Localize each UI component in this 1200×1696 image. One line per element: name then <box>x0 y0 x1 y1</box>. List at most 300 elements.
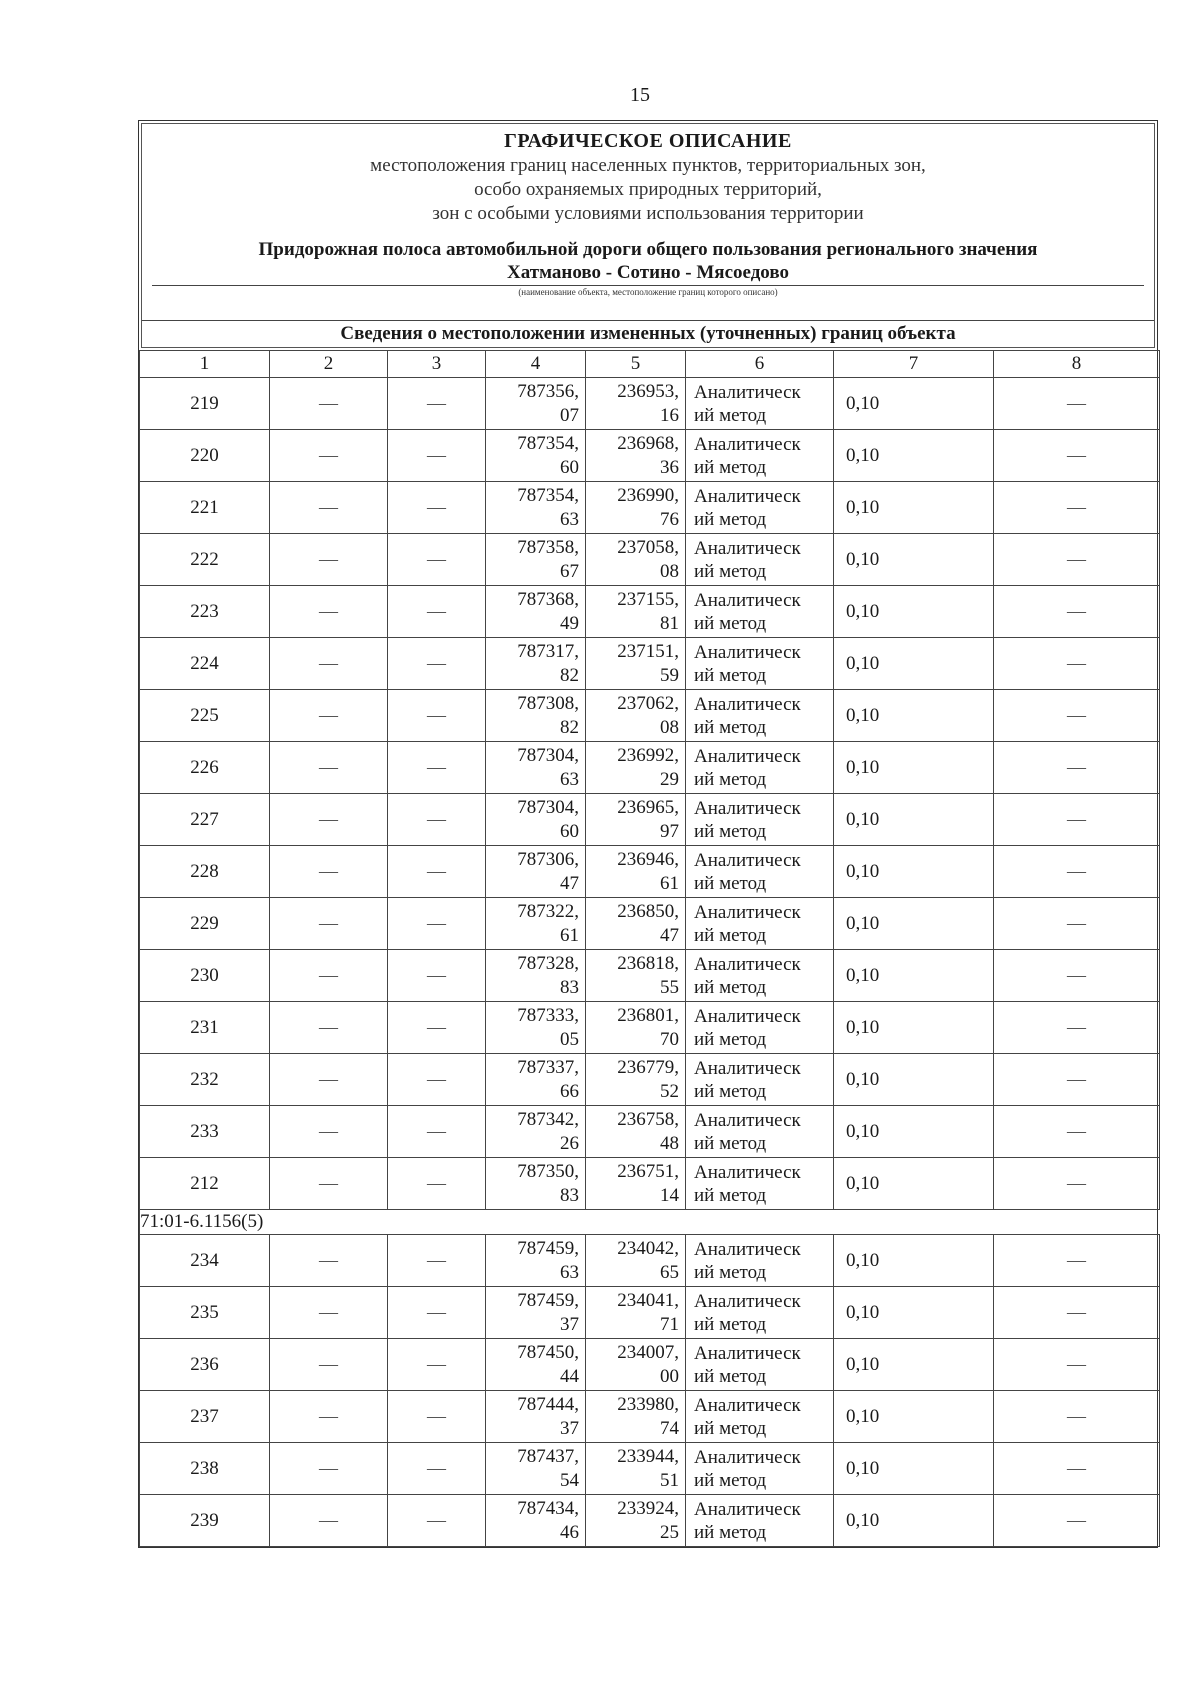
point-number: 223 <box>140 586 270 638</box>
empty-dash: — <box>270 742 388 794</box>
coordinate-x-fraction: 66 <box>560 1080 579 1102</box>
coordinate-x-fraction: 07 <box>560 404 579 426</box>
coordinate-y-integer: 234041, <box>617 1289 679 1311</box>
coordinate-y-integer: 234042, <box>617 1237 679 1259</box>
method-line-1: Аналитическ <box>694 1290 801 1312</box>
coordinate-y-fraction: 74 <box>660 1417 679 1439</box>
empty-dash: — <box>270 1235 388 1287</box>
empty-dash: — <box>994 1391 1160 1443</box>
coordinate-y-fraction: 76 <box>660 508 679 530</box>
coordinate-x <box>486 1106 586 1158</box>
coordinate-y-fraction: 70 <box>660 1028 679 1050</box>
method-line-2: ий метод <box>694 1261 767 1283</box>
coordinate-y-fraction: 36 <box>660 456 679 478</box>
coordinate-y <box>586 690 686 742</box>
empty-dash: — <box>994 482 1160 534</box>
coordinate-x-fraction: 60 <box>560 456 579 478</box>
method-line-2: ий метод <box>694 1080 767 1102</box>
method-line-2: ий метод <box>694 872 767 894</box>
coordinate-x-integer: 787308, <box>517 692 579 714</box>
empty-dash: — <box>994 378 1160 430</box>
determination-method <box>686 1235 834 1287</box>
section-title: Сведения о местоположении измененных (уточненных) границ объекта <box>142 320 1154 347</box>
empty-dash: — <box>994 430 1160 482</box>
coordinate-y-fraction: 16 <box>660 404 679 426</box>
method-line-1: Аналитическ <box>694 797 801 819</box>
coordinate-x <box>486 898 586 950</box>
coordinate-x <box>486 1339 586 1391</box>
precision-value: 0,10 <box>834 898 994 950</box>
table-row <box>140 846 1160 898</box>
coordinate-x-fraction: 54 <box>560 1469 579 1491</box>
coordinate-y-integer: 233980, <box>617 1393 679 1415</box>
coordinate-y-integer: 233924, <box>617 1497 679 1519</box>
coordinate-x-fraction: 63 <box>560 768 579 790</box>
subtitle-line-3: зон с особыми условиями использования территории <box>432 203 864 224</box>
determination-method <box>686 430 834 482</box>
determination-method <box>686 950 834 1002</box>
coordinate-y <box>586 1054 686 1106</box>
empty-dash: — <box>994 638 1160 690</box>
coordinate-y-integer: 236968, <box>617 432 679 454</box>
coordinate-x-integer: 787306, <box>517 848 579 870</box>
empty-dash: — <box>270 1339 388 1391</box>
empty-dash: — <box>994 846 1160 898</box>
precision-value: 0,10 <box>834 1443 994 1495</box>
point-number: 238 <box>140 1443 270 1495</box>
determination-method <box>686 794 834 846</box>
point-number: 221 <box>140 482 270 534</box>
precision-value: 0,10 <box>834 534 994 586</box>
coordinate-x-fraction: 60 <box>560 820 579 842</box>
empty-dash: — <box>270 794 388 846</box>
point-number: 222 <box>140 534 270 586</box>
coordinate-x <box>486 1287 586 1339</box>
precision-value: 0,10 <box>834 1002 994 1054</box>
method-line-1: Аналитическ <box>694 953 801 975</box>
method-line-2: ий метод <box>694 820 767 842</box>
coordinate-y-fraction: 47 <box>660 924 679 946</box>
empty-dash: — <box>994 950 1160 1002</box>
coordinate-y <box>586 378 686 430</box>
method-line-1: Аналитическ <box>694 381 801 403</box>
coordinate-y-fraction: 52 <box>660 1080 679 1102</box>
boundary-points-table <box>139 350 1160 1547</box>
method-line-2: ий метод <box>694 1521 767 1543</box>
coordinate-x <box>486 1391 586 1443</box>
method-line-2: ий метод <box>694 456 767 478</box>
empty-dash: — <box>270 1391 388 1443</box>
coordinate-x-fraction: 67 <box>560 560 579 582</box>
empty-dash: — <box>994 534 1160 586</box>
point-number: 230 <box>140 950 270 1002</box>
precision-value: 0,10 <box>834 586 994 638</box>
empty-dash: — <box>388 1106 486 1158</box>
point-number: 237 <box>140 1391 270 1443</box>
determination-method <box>686 1106 834 1158</box>
determination-method <box>686 1443 834 1495</box>
empty-dash: — <box>388 898 486 950</box>
coordinate-x-integer: 787437, <box>517 1445 579 1467</box>
table-row <box>140 690 1160 742</box>
coordinate-x-fraction: 82 <box>560 716 579 738</box>
empty-dash: — <box>270 430 388 482</box>
empty-dash: — <box>270 690 388 742</box>
document-title: ГРАФИЧЕСКОЕ ОПИСАНИЕ <box>504 130 792 152</box>
determination-method <box>686 1054 834 1106</box>
table-row <box>140 1054 1160 1106</box>
empty-dash: — <box>270 586 388 638</box>
coordinate-y <box>586 1443 686 1495</box>
point-number: 235 <box>140 1287 270 1339</box>
empty-dash: — <box>388 1158 486 1210</box>
coordinate-x <box>486 430 586 482</box>
precision-value: 0,10 <box>834 638 994 690</box>
coordinate-x-integer: 787444, <box>517 1393 579 1415</box>
method-line-2: ий метод <box>694 560 767 582</box>
coordinate-x-fraction: 49 <box>560 612 579 634</box>
precision-value: 0,10 <box>834 1287 994 1339</box>
coordinate-y <box>586 1106 686 1158</box>
determination-method <box>686 1339 834 1391</box>
coordinate-y-integer: 237155, <box>617 588 679 610</box>
empty-dash: — <box>270 898 388 950</box>
coordinate-x-fraction: 47 <box>560 872 579 894</box>
table-header-row <box>140 351 1160 378</box>
document-header <box>142 124 1154 298</box>
coordinate-y-integer: 236758, <box>617 1108 679 1130</box>
empty-dash: — <box>388 846 486 898</box>
coordinate-y-integer: 237151, <box>617 640 679 662</box>
coordinate-y-integer: 237062, <box>617 692 679 714</box>
table-row <box>140 1235 1160 1287</box>
empty-dash: — <box>388 1287 486 1339</box>
column-header-1: 1 <box>140 351 270 378</box>
precision-value: 0,10 <box>834 742 994 794</box>
precision-value: 0,10 <box>834 430 994 482</box>
empty-dash: — <box>994 1443 1160 1495</box>
object-name-line-2: Хатманово - Сотино - Мясоедово <box>507 262 789 283</box>
column-header-7: 7 <box>834 351 994 378</box>
precision-value: 0,10 <box>834 378 994 430</box>
coordinate-y <box>586 898 686 950</box>
empty-dash: — <box>388 1235 486 1287</box>
empty-dash: — <box>994 690 1160 742</box>
coordinate-x-fraction: 46 <box>560 1521 579 1543</box>
empty-dash: — <box>388 1339 486 1391</box>
coordinate-y-fraction: 29 <box>660 768 679 790</box>
coordinate-y-integer: 236990, <box>617 484 679 506</box>
table-row <box>140 482 1160 534</box>
method-line-1: Аналитическ <box>694 1498 801 1520</box>
empty-dash: — <box>994 1339 1160 1391</box>
empty-dash: — <box>388 950 486 1002</box>
method-line-2: ий метод <box>694 1313 767 1335</box>
coordinate-x-fraction: 05 <box>560 1028 579 1050</box>
determination-method <box>686 846 834 898</box>
coordinate-y-fraction: 08 <box>660 716 679 738</box>
point-number: 224 <box>140 638 270 690</box>
coordinate-x-fraction: 83 <box>560 1184 579 1206</box>
method-line-1: Аналитическ <box>694 1005 801 1027</box>
empty-dash: — <box>270 534 388 586</box>
empty-dash: — <box>388 378 486 430</box>
method-line-1: Аналитическ <box>694 1161 801 1183</box>
empty-dash: — <box>994 1235 1160 1287</box>
precision-value: 0,10 <box>834 1158 994 1210</box>
coordinate-y-fraction: 71 <box>660 1313 679 1335</box>
empty-dash: — <box>270 1495 388 1547</box>
empty-dash: — <box>388 1002 486 1054</box>
empty-dash: — <box>388 1391 486 1443</box>
coordinate-y-fraction: 61 <box>660 872 679 894</box>
empty-dash: — <box>388 1443 486 1495</box>
coordinate-x-fraction: 37 <box>560 1313 579 1335</box>
determination-method <box>686 742 834 794</box>
coordinate-x-integer: 787354, <box>517 432 579 454</box>
determination-method <box>686 378 834 430</box>
coordinate-y-integer: 236801, <box>617 1004 679 1026</box>
empty-dash: — <box>270 846 388 898</box>
table-row <box>140 1158 1160 1210</box>
coordinate-x-fraction: 63 <box>560 508 579 530</box>
precision-value: 0,10 <box>834 1235 994 1287</box>
empty-dash: — <box>388 794 486 846</box>
method-line-1: Аналитическ <box>694 641 801 663</box>
point-number: 227 <box>140 794 270 846</box>
coordinate-x <box>486 586 586 638</box>
precision-value: 0,10 <box>834 1106 994 1158</box>
empty-dash: — <box>994 898 1160 950</box>
precision-value: 0,10 <box>834 690 994 742</box>
method-line-1: Аналитическ <box>694 849 801 871</box>
method-line-1: Аналитическ <box>694 485 801 507</box>
coordinate-y-fraction: 65 <box>660 1261 679 1283</box>
coordinate-x-integer: 787354, <box>517 484 579 506</box>
point-number: 236 <box>140 1339 270 1391</box>
coordinate-x-integer: 787342, <box>517 1108 579 1130</box>
empty-dash: — <box>388 690 486 742</box>
determination-method <box>686 1002 834 1054</box>
coordinate-y-fraction: 97 <box>660 820 679 842</box>
coordinate-x-integer: 787350, <box>517 1160 579 1182</box>
empty-dash: — <box>994 1002 1160 1054</box>
method-line-1: Аналитическ <box>694 1446 801 1468</box>
determination-method <box>686 1391 834 1443</box>
table-row <box>140 1495 1160 1547</box>
empty-dash: — <box>994 1287 1160 1339</box>
empty-dash: — <box>388 742 486 794</box>
method-line-1: Аналитическ <box>694 537 801 559</box>
point-number: 234 <box>140 1235 270 1287</box>
point-number: 239 <box>140 1495 270 1547</box>
coordinate-x <box>486 1235 586 1287</box>
table-row <box>140 430 1160 482</box>
coordinate-x-integer: 787450, <box>517 1341 579 1363</box>
coordinate-y-integer: 233944, <box>617 1445 679 1467</box>
coordinate-x-integer: 787358, <box>517 536 579 558</box>
group-row <box>140 1210 1160 1235</box>
coordinate-y-integer: 236946, <box>617 848 679 870</box>
object-name-caption: (наименование объекта, местоположение границ которого описано) <box>518 287 778 297</box>
coordinate-y-integer: 236965, <box>617 796 679 818</box>
coordinate-y-fraction: 08 <box>660 560 679 582</box>
method-line-2: ий метод <box>694 1365 767 1387</box>
coordinate-x <box>486 638 586 690</box>
coordinate-y-integer: 236779, <box>617 1056 679 1078</box>
table-body <box>140 378 1160 1547</box>
method-line-2: ий метод <box>694 1184 767 1206</box>
point-number: 225 <box>140 690 270 742</box>
coordinate-y-fraction: 81 <box>660 612 679 634</box>
coordinate-y <box>586 950 686 1002</box>
coordinate-y <box>586 1287 686 1339</box>
empty-dash: — <box>270 1158 388 1210</box>
coordinate-x-integer: 787304, <box>517 796 579 818</box>
object-name-line-1: Придорожная полоса автомобильной дороги общего пользования регионального значения <box>258 239 1038 260</box>
coordinate-x-fraction: 82 <box>560 664 579 686</box>
coordinate-x <box>486 534 586 586</box>
coordinate-y-integer: 234007, <box>617 1341 679 1363</box>
coordinate-x-fraction: 61 <box>560 924 579 946</box>
coordinate-x <box>486 1443 586 1495</box>
method-line-1: Аналитическ <box>694 1394 801 1416</box>
coordinate-y-integer: 236751, <box>617 1160 679 1182</box>
coordinate-y-integer: 237058, <box>617 536 679 558</box>
coordinate-x-integer: 787317, <box>517 640 579 662</box>
table-row <box>140 378 1160 430</box>
determination-method <box>686 534 834 586</box>
coordinate-x-integer: 787368, <box>517 588 579 610</box>
table-row <box>140 1106 1160 1158</box>
empty-dash: — <box>994 586 1160 638</box>
empty-dash: — <box>388 482 486 534</box>
method-line-1: Аналитическ <box>694 433 801 455</box>
precision-value: 0,10 <box>834 1054 994 1106</box>
coordinate-y-integer: 236850, <box>617 900 679 922</box>
method-line-2: ий метод <box>694 404 767 426</box>
coordinate-y <box>586 1339 686 1391</box>
method-line-2: ий метод <box>694 664 767 686</box>
method-line-1: Аналитическ <box>694 1342 801 1364</box>
coordinate-x-integer: 787333, <box>517 1004 579 1026</box>
method-line-2: ий метод <box>694 976 767 998</box>
precision-value: 0,10 <box>834 1339 994 1391</box>
method-line-1: Аналитическ <box>694 745 801 767</box>
coordinate-x <box>486 1054 586 1106</box>
table-row <box>140 1443 1160 1495</box>
coordinate-y <box>586 1002 686 1054</box>
point-number: 219 <box>140 378 270 430</box>
precision-value: 0,10 <box>834 1391 994 1443</box>
coordinate-x-integer: 787459, <box>517 1237 579 1259</box>
column-header-8: 8 <box>994 351 1160 378</box>
point-number: 220 <box>140 430 270 482</box>
determination-method <box>686 638 834 690</box>
coordinate-y-integer: 236992, <box>617 744 679 766</box>
coordinate-x-fraction: 26 <box>560 1132 579 1154</box>
coordinate-y <box>586 586 686 638</box>
empty-dash: — <box>388 1054 486 1106</box>
coordinate-y <box>586 742 686 794</box>
table-row <box>140 586 1160 638</box>
method-line-1: Аналитическ <box>694 589 801 611</box>
empty-dash: — <box>994 1106 1160 1158</box>
coordinate-x-fraction: 63 <box>560 1261 579 1283</box>
empty-dash: — <box>994 742 1160 794</box>
determination-method <box>686 898 834 950</box>
empty-dash: — <box>270 1054 388 1106</box>
empty-dash: — <box>994 1158 1160 1210</box>
method-line-2: ий метод <box>694 612 767 634</box>
method-line-1: Аналитическ <box>694 693 801 715</box>
empty-dash: — <box>270 1106 388 1158</box>
column-header-3: 3 <box>388 351 486 378</box>
page-number: 15 <box>630 84 650 106</box>
table-row <box>140 1391 1160 1443</box>
point-number: 231 <box>140 1002 270 1054</box>
empty-dash: — <box>994 1054 1160 1106</box>
coordinate-y-fraction: 48 <box>660 1132 679 1154</box>
method-line-2: ий метод <box>694 768 767 790</box>
empty-dash: — <box>388 638 486 690</box>
table-row <box>140 742 1160 794</box>
column-header-6: 6 <box>686 351 834 378</box>
empty-dash: — <box>388 534 486 586</box>
coordinate-x-fraction: 44 <box>560 1365 579 1387</box>
table-row <box>140 1287 1160 1339</box>
coordinate-x-integer: 787328, <box>517 952 579 974</box>
method-line-1: Аналитическ <box>694 901 801 923</box>
method-line-2: ий метод <box>694 924 767 946</box>
determination-method <box>686 1287 834 1339</box>
determination-method <box>686 482 834 534</box>
precision-value: 0,10 <box>834 950 994 1002</box>
column-header-5: 5 <box>586 351 686 378</box>
coordinate-y-fraction: 55 <box>660 976 679 998</box>
table-row <box>140 534 1160 586</box>
method-line-2: ий метод <box>694 1028 767 1050</box>
coordinate-x-integer: 787322, <box>517 900 579 922</box>
empty-dash: — <box>994 1495 1160 1547</box>
method-line-1: Аналитическ <box>694 1238 801 1260</box>
coordinate-y-fraction: 25 <box>660 1521 679 1543</box>
coordinate-x-integer: 787356, <box>517 380 579 402</box>
coordinate-y <box>586 1235 686 1287</box>
empty-dash: — <box>270 482 388 534</box>
determination-method <box>686 690 834 742</box>
coordinate-x-integer: 787304, <box>517 744 579 766</box>
method-line-2: ий метод <box>694 1469 767 1491</box>
precision-value: 0,10 <box>834 846 994 898</box>
coordinate-y-integer: 236818, <box>617 952 679 974</box>
method-line-2: ий метод <box>694 716 767 738</box>
table-row <box>140 1339 1160 1391</box>
empty-dash: — <box>270 638 388 690</box>
determination-method <box>686 586 834 638</box>
table-row <box>140 898 1160 950</box>
table-row <box>140 794 1160 846</box>
coordinate-x-integer: 787459, <box>517 1289 579 1311</box>
coordinate-y-fraction: 14 <box>660 1184 679 1206</box>
coordinate-x-integer: 787434, <box>517 1497 579 1519</box>
determination-method <box>686 1158 834 1210</box>
coordinate-x <box>486 1495 586 1547</box>
determination-method <box>686 1495 834 1547</box>
coordinate-y <box>586 1495 686 1547</box>
coordinate-x-fraction: 83 <box>560 976 579 998</box>
column-header-2: 2 <box>270 351 388 378</box>
